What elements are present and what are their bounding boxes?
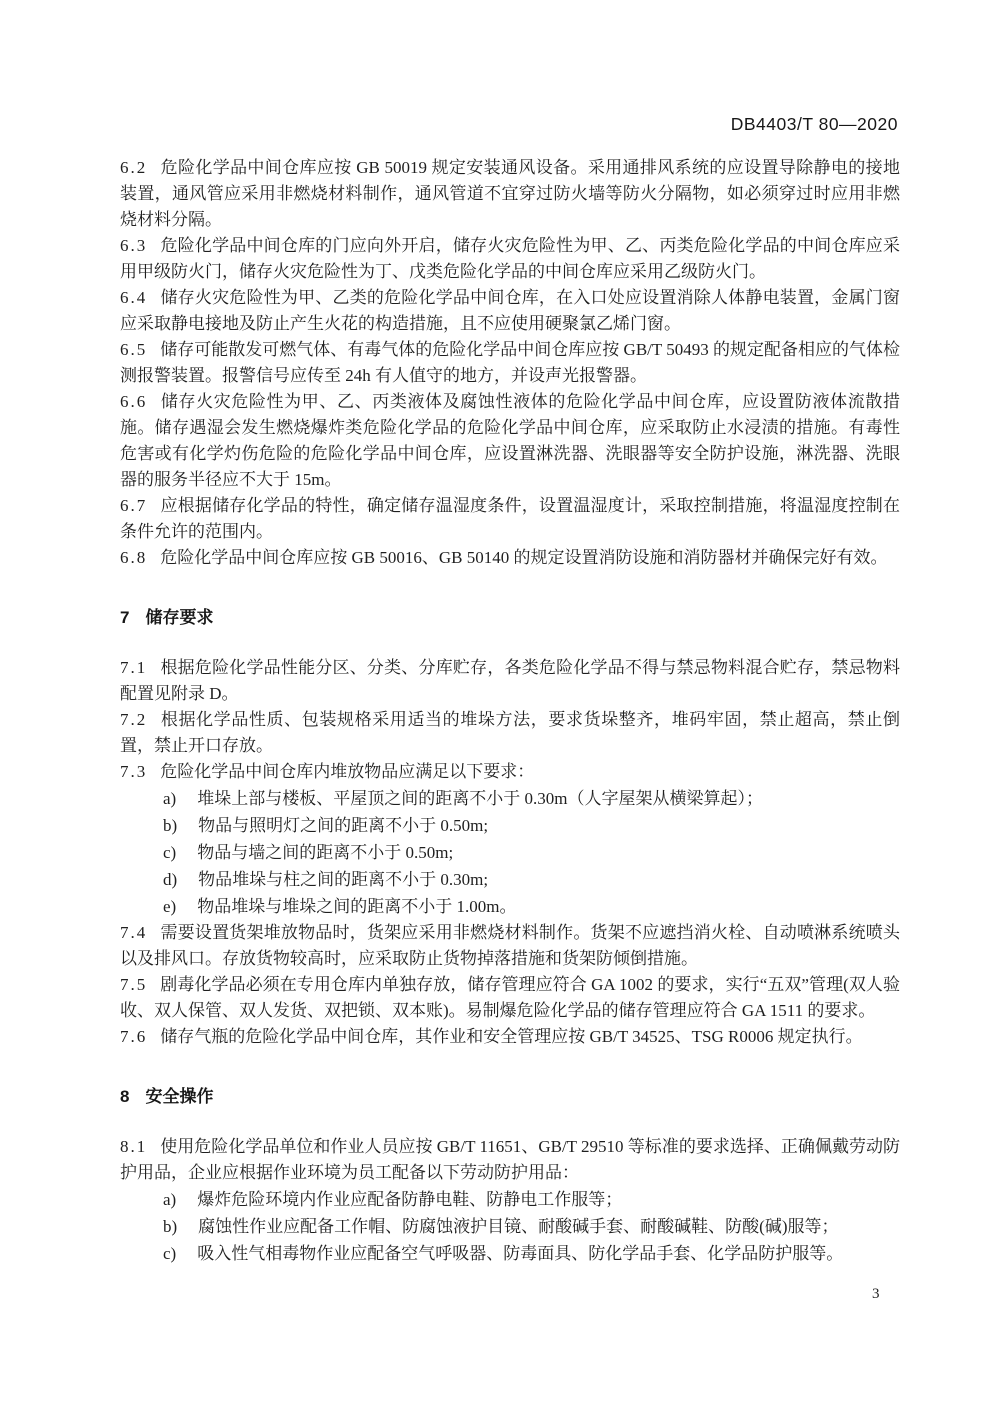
clause-text: 危险化学品中间仓库应按 GB 50016、GB 50140 的规定设置消防设施和消防器材并确保完好有效。 bbox=[160, 548, 888, 567]
list-text: 物品堆垛与柱之间的距离不小于 0.30m; bbox=[198, 870, 489, 889]
section-title: 储存要求 bbox=[145, 608, 214, 627]
clause-text: 根据危险化学品性能分区、分类、分库贮存，各类危险化学品不得与禁忌物料混合贮存，禁忌物料配置见附录 D。 bbox=[120, 658, 900, 703]
clause-number: 8.1 bbox=[120, 1137, 148, 1156]
clause-6-7 bbox=[120, 493, 900, 545]
clause-number: 7.5 bbox=[120, 975, 148, 994]
list-text: 吸入性气相毒物作业应配备空气呼吸器、防毒面具、防化学品手套、化学品防护服等。 bbox=[197, 1244, 844, 1263]
list-label: c) bbox=[163, 843, 177, 862]
clause-number: 6.3 bbox=[120, 236, 148, 255]
list-item-8-1-a bbox=[120, 1186, 900, 1213]
list-item-7-3-c bbox=[120, 839, 900, 866]
clause-number: 6.2 bbox=[120, 158, 148, 177]
list-item-7-3-b bbox=[120, 812, 900, 839]
clause-text: 需要设置货架堆放物品时，货架应采用非燃烧材料制作。货架不应遮挡消火栓、自动喷淋系统喷头以及排风口。存放货物较高时，应采取防止货物掉落措施和货架防倾倒措施。 bbox=[120, 923, 900, 968]
section-heading-8 bbox=[120, 1084, 900, 1110]
list-label: b) bbox=[163, 1217, 178, 1236]
list-item-7-3-a bbox=[120, 785, 900, 812]
clause-text: 危险化学品中间仓库的门应向外开启，储存火灾危险性为甲、乙、丙类危险化学品的中间仓库应采用甲级防火门，储存火灾危险性为丁、戊类危险化学品的中间仓库应采用乙级防火门。 bbox=[120, 236, 900, 281]
clause-7-5 bbox=[120, 972, 900, 1024]
list-label: b) bbox=[163, 816, 178, 835]
clause-text: 储存可能散发可燃气体、有毒气体的危险化学品中间仓库应按 GB/T 50493 的规定配备相应的气体检测报警装置。报警信号应传至 24h 有人值守的地方，并设声光报警器。 bbox=[120, 340, 900, 385]
list-label: a) bbox=[163, 1190, 177, 1209]
list-text: 物品与墙之间的距离不小于 0.50m; bbox=[197, 843, 454, 862]
clause-number: 6.7 bbox=[120, 496, 148, 515]
clause-text: 剧毒化学品必须在专用仓库内单独存放，储存管理应符合 GA 1002 的要求，实行“五双”管理(双人验收、双人保管、双人发货、双把锁、双本账)。易制爆危险化学品的储存管理应符合 GA 1511 的要求。 bbox=[120, 975, 900, 1020]
list-item-7-3-d bbox=[120, 866, 900, 893]
doc-header bbox=[731, 114, 898, 135]
list-label: e) bbox=[163, 897, 177, 916]
clause-7-2 bbox=[120, 707, 900, 759]
list-item-8-1-b bbox=[120, 1213, 900, 1240]
list-text: 腐蚀性作业应配备工作帽、防腐蚀液护目镜、耐酸碱手套、耐酸碱鞋、防酸(碱)服等； bbox=[198, 1217, 839, 1236]
page-number: 3 bbox=[872, 1286, 880, 1302]
clause-6-4 bbox=[120, 285, 900, 337]
list-label: c) bbox=[163, 1244, 177, 1263]
list-item-8-1-c bbox=[120, 1240, 900, 1267]
clause-number: 7.1 bbox=[120, 658, 148, 677]
clause-text: 储存气瓶的危险化学品中间仓库，其作业和安全管理应按 GB/T 34525、TSG R0006 规定执行。 bbox=[160, 1027, 863, 1046]
section-title: 安全操作 bbox=[145, 1087, 214, 1106]
list-label: a) bbox=[163, 789, 177, 808]
clause-text: 使用危险化学品单位和作业人员应按 GB/T 11651、GB/T 29510 等标准的要求选择、正确佩戴劳动防护用品，企业应根据作业环境为员工配备以下劳动防护用品： bbox=[120, 1137, 900, 1182]
clause-7-3 bbox=[120, 759, 900, 785]
clause-6-3 bbox=[120, 233, 900, 285]
section-number: 8 bbox=[120, 1087, 130, 1106]
section-number: 7 bbox=[120, 608, 130, 627]
clause-number: 7.4 bbox=[120, 923, 148, 942]
clause-number: 7.2 bbox=[120, 710, 148, 729]
clause-6-5 bbox=[120, 337, 900, 389]
clause-number: 6.6 bbox=[120, 392, 148, 411]
clause-number: 6.8 bbox=[120, 548, 148, 567]
clause-7-1 bbox=[120, 655, 900, 707]
clause-8-1 bbox=[120, 1134, 900, 1186]
clause-7-4 bbox=[120, 920, 900, 972]
list-text: 物品与照明灯之间的距离不小于 0.50m; bbox=[198, 816, 489, 835]
list-text: 堆垛上部与楼板、平屋顶之间的距离不小于 0.30m（人字屋架从横梁算起）； bbox=[197, 789, 763, 808]
clause-number: 6.4 bbox=[120, 288, 148, 307]
clause-number: 6.5 bbox=[120, 340, 148, 359]
list-text: 爆炸危险环境内作业应配备防静电鞋、防静电工作服等； bbox=[197, 1190, 623, 1209]
doc-number: DB4403/T 80—2020 bbox=[730, 114, 898, 134]
clause-6-2 bbox=[120, 155, 900, 233]
clause-number: 7.6 bbox=[120, 1027, 148, 1046]
clause-text: 根据化学品性质、包装规格采用适当的堆垛方法，要求货垛整齐，堆码牢固，禁止超高，禁止倒置，禁止开口存放。 bbox=[120, 710, 900, 755]
clause-text: 应根据储存化学品的特性，确定储存温湿度条件，设置温湿度计，采取控制措施，将温湿度控制在条件允许的范围内。 bbox=[120, 496, 900, 541]
document-content bbox=[120, 155, 900, 1267]
clause-text: 储存火灾危险性为甲、乙类的危险化学品中间仓库，在入口处应设置消除人体静电装置，金属门窗应采取静电接地及防止产生火花的构造措施，且不应使用硬聚氯乙烯门窗。 bbox=[120, 288, 900, 333]
clause-number: 7.3 bbox=[120, 762, 148, 781]
clause-6-8 bbox=[120, 545, 900, 571]
list-label: d) bbox=[163, 870, 178, 889]
clause-text: 储存火灾危险性为甲、乙、丙类液体及腐蚀性液体的危险化学品中间仓库，应设置防液体流散措施。储存遇湿会发生燃烧爆炸类危险化学品的危险化学品中间仓库，应采取防止水浸渍的措施。有毒性危害或有化学灼伤危险的危险化学品中间仓库，应设置淋洗器、洗眼器等安全防护设施，淋洗器、洗眼器的服务半径应不大于 15m。 bbox=[120, 392, 900, 489]
clause-text: 危险化学品中间仓库内堆放物品应满足以下要求： bbox=[160, 762, 535, 781]
clause-7-6 bbox=[120, 1024, 900, 1050]
list-text: 物品堆垛与堆垛之间的距离不小于 1.00m。 bbox=[197, 897, 517, 916]
section-heading-7 bbox=[120, 605, 900, 631]
clause-6-6 bbox=[120, 389, 900, 493]
list-item-7-3-e bbox=[120, 893, 900, 920]
clause-text: 危险化学品中间仓库应按 GB 50019 规定安装通风设备。采用通排风系统的应设置导除静电的接地装置，通风管应采用非燃烧材料制作，通风管道不宜穿过防火墙等防火分隔物，如必须穿过时应用非燃烧材料分隔。 bbox=[120, 158, 900, 229]
